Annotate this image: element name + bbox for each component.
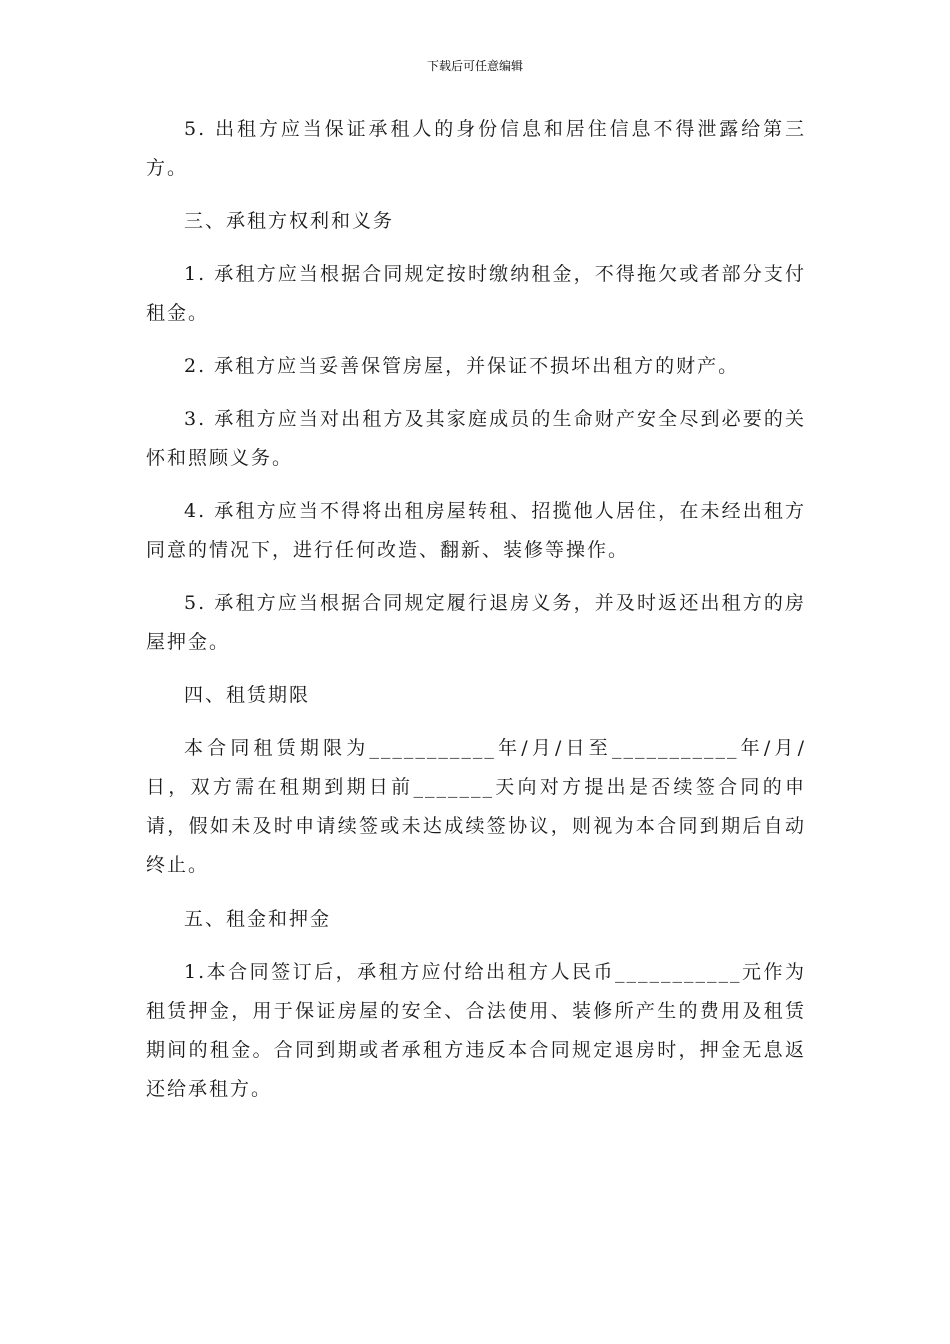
clause-landlord-privacy: 5. 出租方应当保证承租人的身份信息和居住信息不得泄露给第三方。 [146, 118, 806, 179]
clause-tenant-safety: 3. 承租方应当对出租方及其家庭成员的生命财产安全尽到必要的关怀和照顾义务。 [146, 408, 806, 469]
document-body [146, 110, 806, 1109]
clause-tenant-no-sublet: 4. 承租方应当不得将出租房屋转租、招揽他人居住，在未经出租方同意的情况下，进行任何改造、翻新、装修等操作。 [146, 500, 806, 561]
clause-tenant-care-house: 2. 承租方应当妥善保管房屋，并保证不损坏出租方的财产。 [184, 355, 740, 377]
clause-lease-term: 本合同租赁期限为___________年/月/日至___________年/月/日，双方需在租期到期日前_______天向对方提出是否续签合同的申请，假如未及时申请续签或未达成续签协议，则视为本合同到期后自动终止。 [146, 737, 806, 876]
clause-deposit: 1.本合同签订后，承租方应付给出租方人民币___________元作为租赁押金，用于保证房屋的安全、合法使用、装修所产生的费用及租赁期间的租金。合同到期或者承租方违反本合同规定退房时，押金无息返还给承租方。 [146, 961, 806, 1100]
clause-tenant-move-out: 5. 承租方应当根据合同规定履行退房义务，并及时返还出租方的房屋押金。 [146, 592, 806, 653]
section-heading-rent-deposit: 五、租金和押金 [184, 908, 332, 930]
section-heading-tenant-rights: 三、承租方权利和义务 [184, 210, 395, 232]
section-heading-lease-term: 四、租赁期限 [184, 684, 311, 706]
clause-tenant-pay-rent: 1. 承租方应当根据合同规定按时缴纳租金，不得拖欠或者部分支付租金。 [146, 263, 806, 324]
page-header: 下载后可任意编辑 [426, 59, 523, 73]
